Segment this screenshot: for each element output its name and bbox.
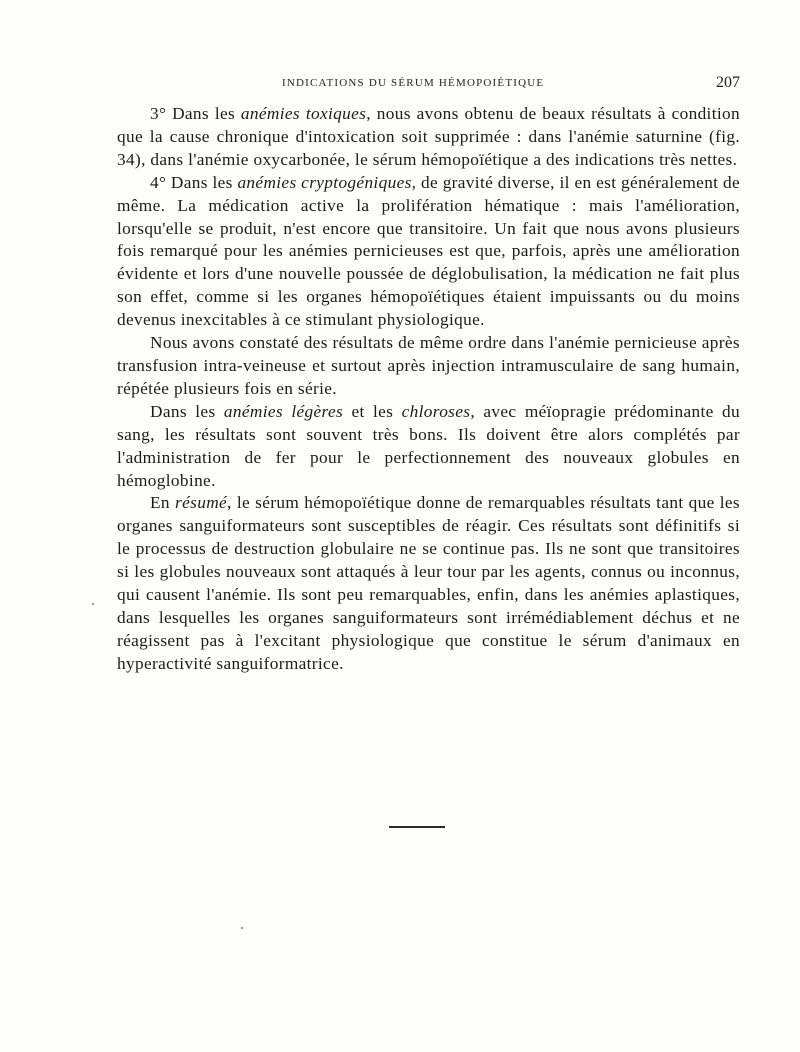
body-text bbox=[117, 103, 740, 676]
paragraph-toxic-anemias: 3° Dans les anémies toxiques, nous avons obtenu de beaux résultats à condition que la cause chronique d'intoxication soit supprimée : dans l'anémie saturnine (fig. 34), dans l'anémie oxycarbonée, le sérum hémopoïétique a des indications très nettes. bbox=[117, 104, 740, 169]
margin-speck bbox=[92, 603, 94, 605]
paragraph-cryptogenic-anemias: 4° Dans les anémies cryptogéniques, de gravité diverse, il en est généralement de même. La médication active la prolifération hématique : mais l'amélioration, lorsqu'elle se produit, n'est encore que transitoire. Un fait que nous avons plusieurs fois remarqué pour les anémies pernicieuses est que, parfois, après une amélioration évidente et lors d'une nouvelle poussée de déglobulisation, la médication ne fait plus son effet, comme si les organes hémopoïétiques étaient impuissants ou du moins devenus inexcitables à ce stimulant physiologique. bbox=[117, 172, 741, 330]
margin-speck bbox=[241, 927, 243, 929]
emphasis-term: anémies toxiques bbox=[240, 104, 367, 123]
emphasis-term: anémies cryptogéniques bbox=[237, 172, 412, 192]
emphasis-term: résumé bbox=[175, 493, 228, 513]
paragraph-summary: En résumé, le sérum hémopoïétique donne de remarquables résultats tant que les organes sanguiformateurs sont susceptibles de réagir. Ces résultats sont définitifs si le processus de destruction globulaire ne se continue pas. Ils ne sont que transitoires si les globules nouveaux sont attaqués à leur tour par les agents, connus ou inconnus, qui causent l'anémie. Ils sont peu remarquables, enfin, dans les anémies aplastiques, dans lesquelles les organes sanguiformateurs sont irrémédiablement déchus et ne réagissent pas à l'excitant physiologique que constitue le sérum d'animaux en hyperactivité sanguiformatrice. bbox=[117, 493, 740, 673]
emphasis-term: chloroses bbox=[401, 401, 471, 421]
page-number: 207 bbox=[716, 74, 740, 91]
running-head: INDICATIONS DU SÉRUM HÉMOPOIÉTIQUE bbox=[282, 77, 545, 89]
page-header bbox=[110, 74, 740, 98]
paragraph-pernicious-anemia: Nous avons constaté des résultats de même ordre dans l'anémie pernicieuse après transfusion intra-veineuse et surtout après injection intramusculaire de sang humain, répétée plusieurs fois en série. bbox=[117, 333, 740, 398]
end-rule bbox=[389, 826, 445, 828]
emphasis-term: anémies légères bbox=[223, 401, 344, 421]
paragraph-light-anemias: Dans les anémies légères et les chloroses, avec méïopragie prédominante du sang, les résultats sont souvent très bons. Ils doivent être alors complétés par l'administration de fer pour le perfectionnement des nouveaux globules en hémoglobine. bbox=[117, 401, 740, 490]
